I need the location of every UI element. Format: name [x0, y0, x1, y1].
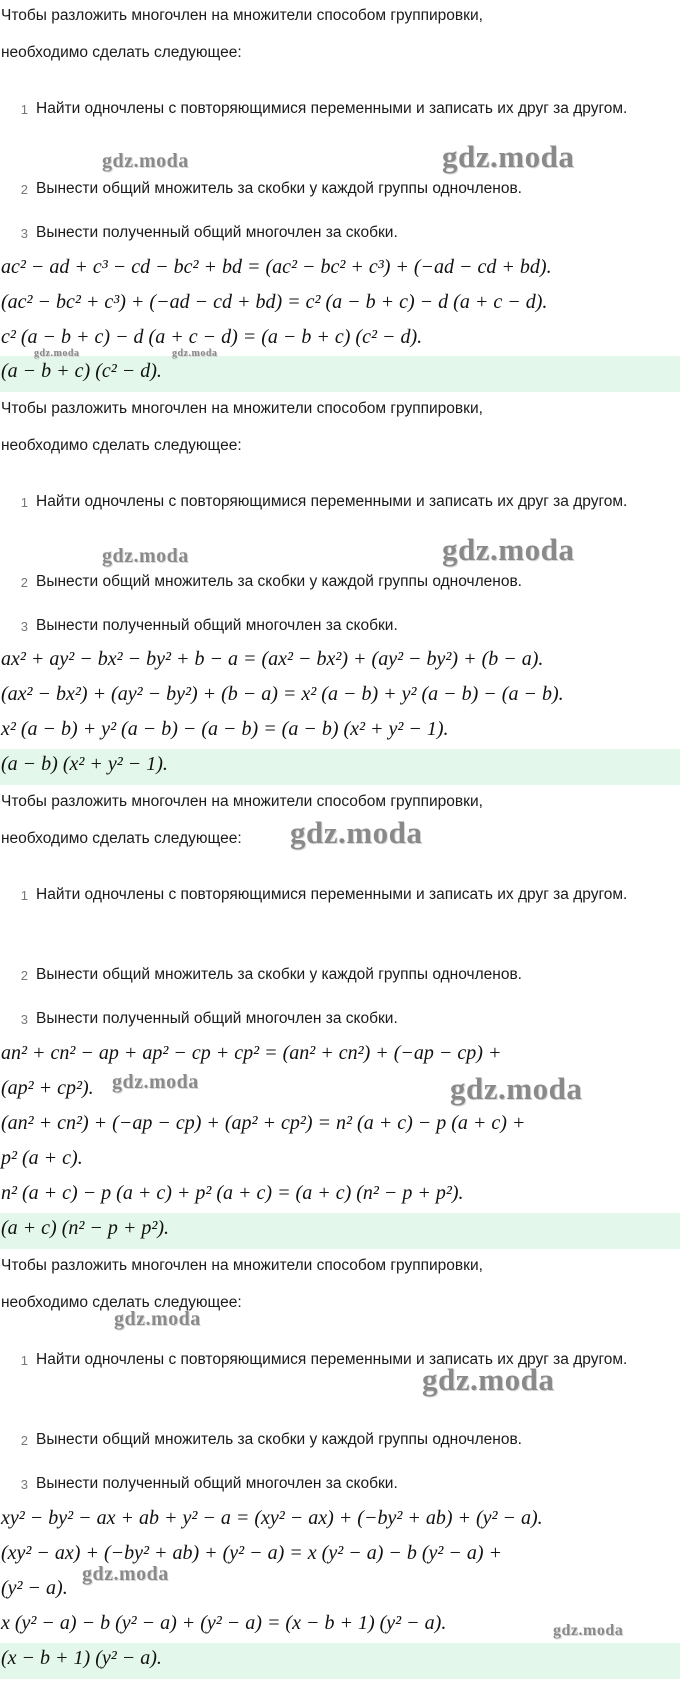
step-number: 1: [20, 495, 28, 510]
step-number: 3: [20, 619, 28, 634]
step-text: Вынести полученный общий многочлен за скобки.: [36, 224, 398, 241]
intro-text: необходимо сделать следующее:: [1, 44, 242, 61]
watermark: gdz.moda: [553, 1622, 624, 1639]
intro-text: необходимо сделать следующее:: [1, 830, 242, 847]
step-text: Вынести общий множитель за скобки у каждой группы одночленов.: [36, 1431, 522, 1448]
math-line: (xy² − ax) + (−by² + ab) + (y² − a) = x (y² − a) − b (y² − a) +: [1, 1542, 503, 1564]
watermark: gdz.moda: [450, 1071, 583, 1106]
intro-text: Чтобы разложить многочлен на множители способом группировки,: [1, 793, 483, 810]
intro-text: Чтобы разложить многочлен на множители способом группировки,: [1, 400, 483, 417]
math-line: an² + cn² − ap + ap² − cp + cp² = (an² + cn²) + (−ap − cp) +: [1, 1042, 502, 1064]
answer-text: (a + c) (n² − p + p²).: [1, 1217, 169, 1239]
step-number: 3: [20, 1477, 28, 1492]
math-line: ax² + ay² − bx² − by² + b − a = (ax² − bx²) + (ay² − by²) + (b − a).: [1, 648, 544, 670]
math-line: ac² − ad + c³ − cd − bc² + bd = (ac² − bc² + c³) + (−ad − cd + bd).: [1, 256, 552, 278]
answer-highlight: [0, 356, 680, 392]
watermark: gdz.moda: [34, 348, 80, 359]
watermark: gdz.moda: [112, 1071, 199, 1093]
step-number: 2: [20, 1433, 28, 1448]
watermark: gdz.moda: [102, 545, 189, 567]
math-line: x (y² − a) − b (y² − a) + (y² − a) = (x − b + 1) (y² − a).: [1, 1612, 447, 1634]
watermark: gdz.moda: [82, 1563, 169, 1585]
answer-highlight: [0, 749, 680, 785]
math-line: (ax² − bx²) + (ay² − by²) + (b − a) = x² (a − b) + y² (a − b) − (a − b).: [1, 683, 564, 705]
step-number: 2: [20, 575, 28, 590]
step-text: Вынести общий множитель за скобки у каждой группы одночленов.: [36, 966, 522, 983]
watermark: gdz.moda: [290, 815, 423, 850]
step-text: Вынести общий множитель за скобки у каждой группы одночленов.: [36, 180, 522, 197]
answer-text: (a − b + c) (c² − d).: [1, 360, 162, 382]
step-number: 1: [20, 1353, 28, 1368]
math-line: (ap² + cp²).: [1, 1077, 94, 1099]
intro-text: необходимо сделать следующее:: [1, 437, 242, 454]
step-text: Вынести полученный общий многочлен за скобки.: [36, 1475, 398, 1492]
watermark: gdz.moda: [422, 1362, 555, 1397]
step-number: 2: [20, 182, 28, 197]
watermark: gdz.moda: [114, 1308, 201, 1330]
answer-text: (a − b) (x² + y² − 1).: [1, 753, 168, 775]
math-line: (ac² − bc² + c³) + (−ad − cd + bd) = c² (a − b + c) − d (a + c − d).: [1, 291, 548, 313]
step-number: 2: [20, 968, 28, 983]
step-number: 3: [20, 226, 28, 241]
step-text: Вынести общий множитель за скобки у каждой группы одночленов.: [36, 573, 522, 590]
math-line: xy² − by² − ax + ab + y² − a = (xy² − ax) + (−by² + ab) + (y² − a).: [1, 1507, 543, 1529]
math-line: p² (a + c).: [1, 1147, 83, 1169]
intro-text: Чтобы разложить многочлен на множители способом группировки,: [1, 7, 483, 24]
math-line: c² (a − b + c) − d (a + c − d) = (a − b + c) (c² − d).: [1, 326, 423, 348]
watermark: gdz.moda: [442, 532, 575, 567]
answer-highlight: [0, 1643, 680, 1679]
step-number: 3: [20, 1012, 28, 1027]
watermark: gdz.moda: [172, 348, 218, 359]
answer-text: (x − b + 1) (y² − a).: [1, 1647, 162, 1669]
math-line: (an² + cn²) + (−ap − cp) + (ap² + cp²) = n² (a + c) − p (a + c) +: [1, 1112, 526, 1134]
step-number: 1: [20, 888, 28, 903]
step-number: 1: [20, 102, 28, 117]
step-text: Вынести полученный общий многочлен за скобки.: [36, 1010, 398, 1027]
intro-text: необходимо сделать следующее:: [1, 1294, 242, 1311]
answer-highlight: [0, 1213, 680, 1249]
step-text: Найти одночлены с повторяющимися переменными и записать их друг за другом.: [36, 100, 628, 117]
math-line: (y² − a).: [1, 1577, 68, 1599]
math-line: n² (a + c) − p (a + c) + p² (a + c) = (a + c) (n² − p + p²).: [1, 1182, 464, 1204]
watermark: gdz.moda: [102, 150, 189, 172]
intro-text: Чтобы разложить многочлен на множители способом группировки,: [1, 1257, 483, 1274]
step-text: Найти одночлены с повторяющимися переменными и записать их друг за другом.: [36, 886, 628, 903]
watermark: gdz.moda: [442, 139, 575, 174]
step-text: Найти одночлены с повторяющимися переменными и записать их друг за другом.: [36, 493, 628, 510]
math-line: x² (a − b) + y² (a − b) − (a − b) = (a − b) (x² + y² − 1).: [1, 718, 449, 740]
step-text: Найти одночлены с повторяющимися переменными и записать их друг за другом.: [36, 1351, 628, 1368]
step-text: Вынести полученный общий многочлен за скобки.: [36, 617, 398, 634]
